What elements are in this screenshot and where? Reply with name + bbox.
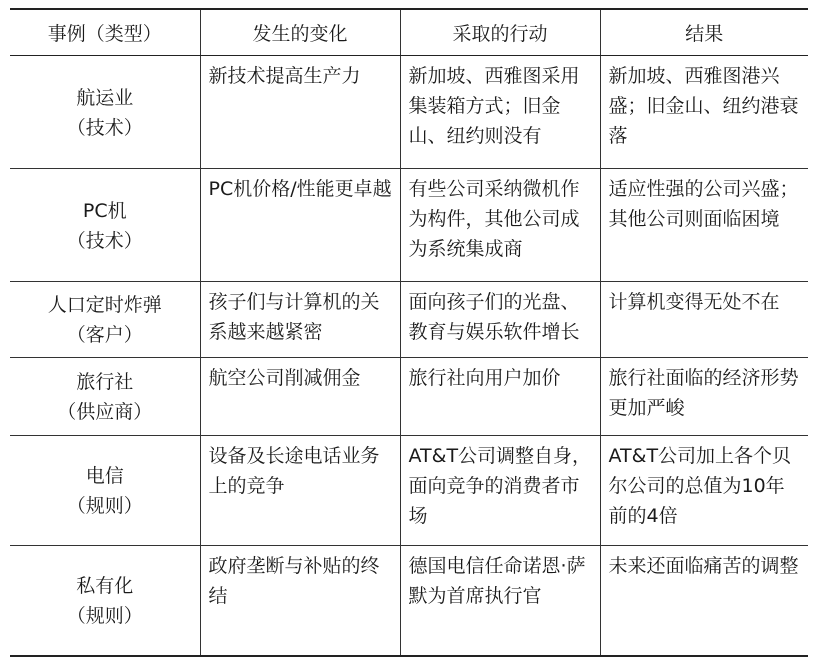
table-body [10,56,808,657]
case-name: PC机 [82,199,127,222]
header-result: 结果 [600,9,808,56]
case-cell [10,56,200,169]
case-name: 电信 [85,465,124,487]
result-cell: 计算机变得无处不在 [600,282,808,358]
change-cell: 孩子们与计算机的关系越来越紧密 [200,282,400,358]
change-cell: 航空公司削减佣金 [200,358,400,436]
table-header [10,9,808,56]
case-name: 私有化 [76,575,134,597]
change-cell: 新技术提高生产力 [200,56,400,169]
change-cell: 政府垄断与补贴的终结 [200,546,400,657]
case-type: （技术） [66,229,143,252]
case-cell [10,436,200,546]
case-cell [10,169,200,282]
change-cell: 设备及长途电话业务上的竞争 [200,436,400,546]
case-type: （规则） [66,495,143,517]
table-row [10,169,808,282]
case-cell [10,282,200,358]
table-row [10,56,808,169]
cases-table [10,8,808,657]
case-cell [10,358,200,436]
result-cell: 旅行社面临的经济形势更加严峻 [600,358,808,436]
action-cell: 面向孩子们的光盘、教育与娱乐软件增长 [400,282,600,358]
case-type: （供应商） [57,401,153,423]
case-name: 人口定时炸弹 [47,294,162,316]
result-cell: 未来还面临痛苦的调整 [600,546,808,657]
table-row [10,282,808,358]
action-cell: 新加坡、西雅图采用集装箱方式；旧金山、纽约则没有 [400,56,600,169]
header-action: 采取的行动 [400,9,600,56]
case-name: 航运业 [76,86,134,109]
action-cell: 旅行社向用户加价 [400,358,600,436]
cases-table-container [10,8,808,657]
result-cell: 适应性强的公司兴盛；其他公司则面临困境 [600,169,808,282]
header-change: 发生的变化 [200,9,400,56]
case-cell [10,546,200,657]
change-cell: PC机价格/性能更卓越 [200,169,400,282]
table-row [10,546,808,657]
result-cell: AT&T公司加上各个贝尔公司的总值为10年前的4倍 [600,436,808,546]
case-type: （规则） [66,605,143,627]
header-case-type: 事例（类型） [10,9,200,56]
case-type: （技术） [66,116,143,139]
case-name: 旅行社 [76,371,134,393]
table-row [10,436,808,546]
action-cell: 有些公司采纳微机作为构件，其他公司成为系统集成商 [400,169,600,282]
header-row [10,9,808,56]
action-cell: AT&T公司调整自身，面向竞争的消费者市场 [400,436,600,546]
table-row [10,358,808,436]
case-type: （客户） [66,324,143,346]
action-cell: 德国电信任命诺恩·萨默为首席执行官 [400,546,600,657]
result-cell: 新加坡、西雅图港兴盛；旧金山、纽约港衰落 [600,56,808,169]
